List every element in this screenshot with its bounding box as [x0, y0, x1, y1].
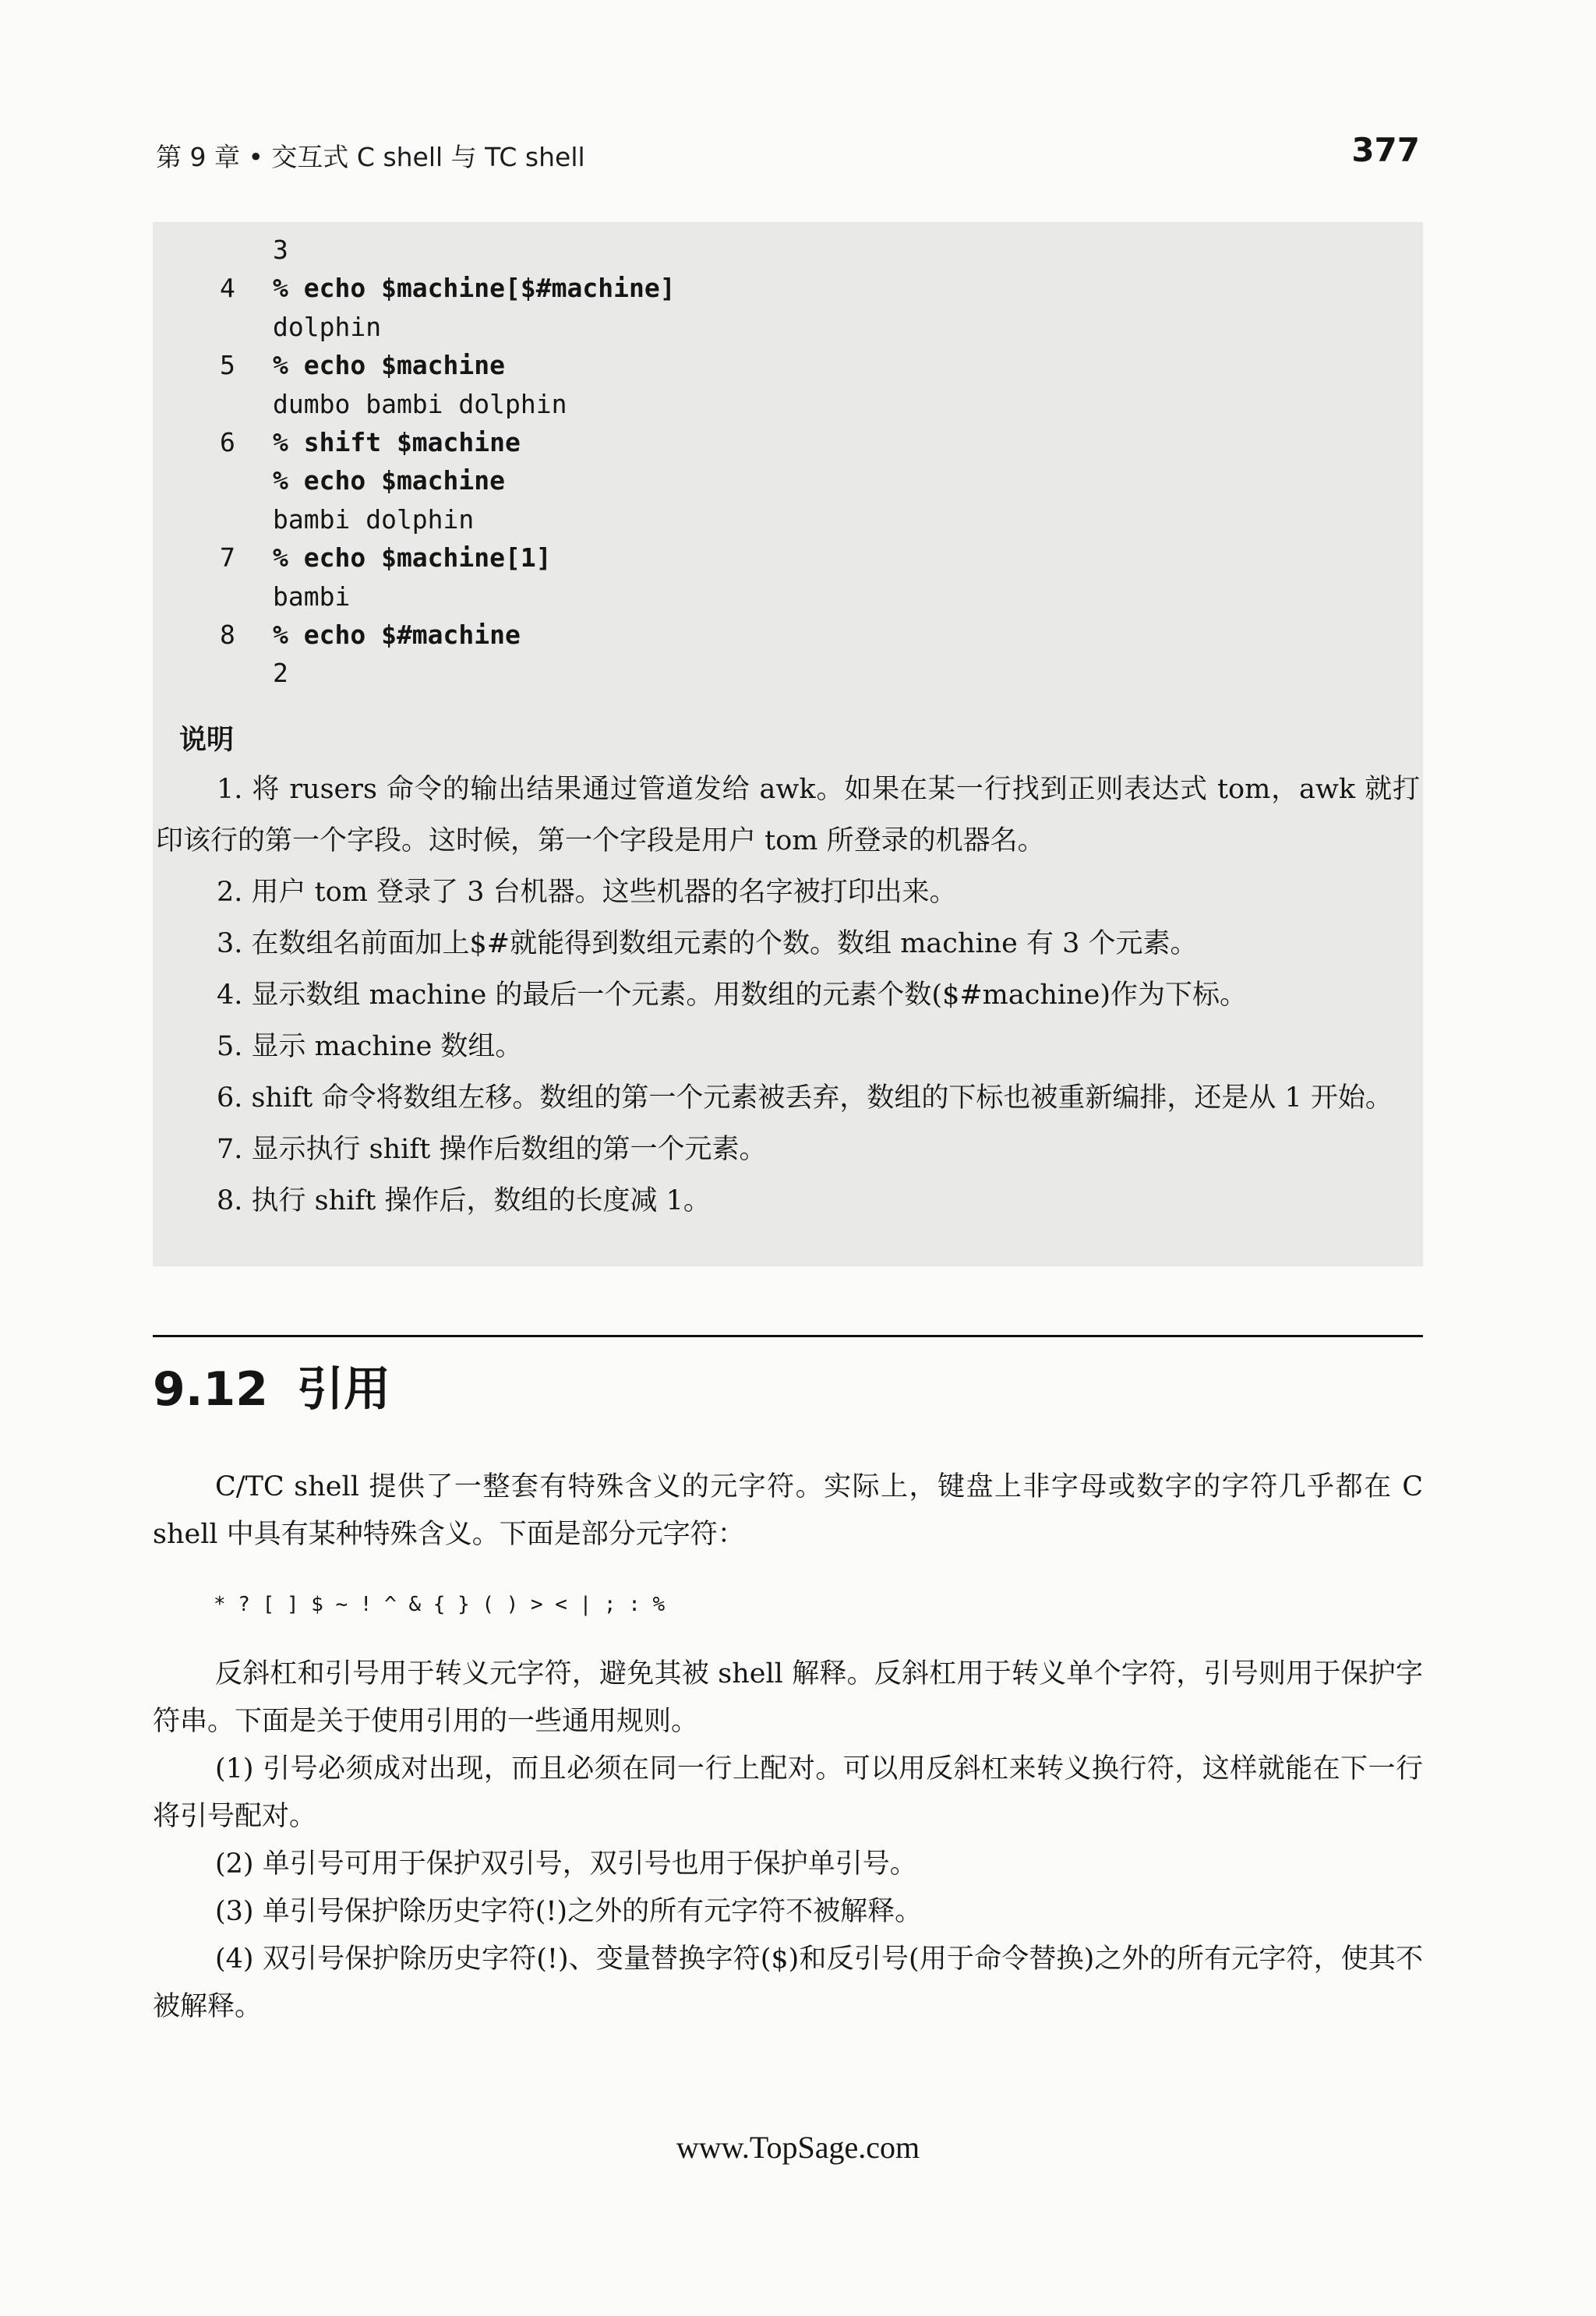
section-title: 引用	[297, 1362, 390, 1417]
code-output: bambi	[273, 581, 351, 612]
note-item: 8. 执行 shift 操作后，数组的长度减 1。	[217, 1185, 711, 1216]
code-command: % echo $#machine	[273, 619, 521, 650]
code-output: bambi dolphin	[273, 503, 475, 535]
note-item: 4. 显示数组 machine 的最后一个元素。用数组的元素个数($#machine)作为下标。	[217, 980, 1247, 1011]
footer-url: www.TopSage.com	[676, 2130, 920, 2165]
explanation-notes	[156, 717, 1420, 1227]
quoting-rule: (4) 双引号保护除历史字符(!)、变量替换字符($)和反引号(用于命令替换)之外的所有元字符，使其不被解释。	[153, 1944, 1423, 2022]
line-number: 8	[220, 619, 235, 650]
quoting-rule: (3) 单引号保护除历史字符(!)之外的所有元字符不被解释。	[215, 1896, 923, 1927]
page-number: 377	[1351, 131, 1420, 169]
metacharacter-list: * ? [ ] $ ~ ! ^ & { } ( ) > < | ; : %	[214, 1593, 666, 1616]
code-output: 3	[273, 235, 288, 265]
note-item: 2. 用户 tom 登录了 3 台机器。这些机器的名字被打印出来。	[217, 877, 957, 908]
note-item: 5. 显示 machine 数组。	[217, 1031, 523, 1062]
notes-title: 说明	[179, 725, 235, 756]
line-number: 4	[220, 273, 235, 304]
quoting-paragraph: 反斜杠和引号用于转义元字符，避免其被 shell 解释。反斜杠用于转义单个字符，引号则用于保护字符串。下面是关于使用引用的一些通用规则。	[153, 1658, 1423, 1737]
section-number: 9.12	[153, 1362, 269, 1417]
page-header	[156, 131, 1420, 178]
chapter-title: 第 9 章 • 交互式 C shell 与 TC shell	[156, 142, 585, 172]
intro-paragraph: C/TC shell 提供了一整套有特殊含义的元字符。实际上，键盘上非字母或数字的字符几乎都在 C shell 中具有某种特殊含义。下面是部分元字符：	[153, 1471, 1423, 1550]
code-output: dolphin	[273, 311, 382, 342]
line-number: 6	[220, 426, 235, 457]
section-body	[153, 1463, 1423, 2031]
code-command: % echo $machine[1]	[273, 542, 552, 574]
line-number: 5	[220, 350, 235, 381]
code-command: % shift $machine	[273, 426, 521, 457]
note-item: 6. shift 命令将数组左移。数组的第一个元素被丢弃，数组的下标也被重新编排，还是从 1 开始。	[217, 1082, 1393, 1114]
section-heading	[153, 1352, 390, 1419]
note-item: 1. 将 rusers 命令的输出结果通过管道发给 awk。如果在某一行找到正则表达式 tom，awk 就打印该行的第一个字段。这时候，第一个字段是用户 tom 所登录的机器名。	[156, 774, 1420, 856]
code-output: 2	[273, 658, 288, 689]
quoting-rule: (1) 引号必须成对出现，而且必须在同一行上配对。可以用反斜杠来转义换行符，这样就能在下一行将引号配对。	[153, 1753, 1423, 1832]
code-command: % echo $machine[$#machine]	[273, 273, 676, 304]
note-item: 7. 显示执行 shift 操作后数组的第一个元素。	[217, 1134, 767, 1165]
code-output: dumbo bambi dolphin	[273, 388, 567, 419]
quoting-rule: (2) 单引号可用于保护双引号，双引号也用于保护单引号。	[215, 1848, 917, 1880]
code-command: % echo $machine	[273, 350, 506, 381]
code-command: % echo $machine	[273, 465, 506, 496]
section-divider	[153, 1335, 1423, 1337]
line-number: 7	[220, 542, 235, 574]
note-item: 3. 在数组名前面加上$#就能得到数组元素的个数。数组 machine 有 3 个元素。	[217, 928, 1198, 959]
